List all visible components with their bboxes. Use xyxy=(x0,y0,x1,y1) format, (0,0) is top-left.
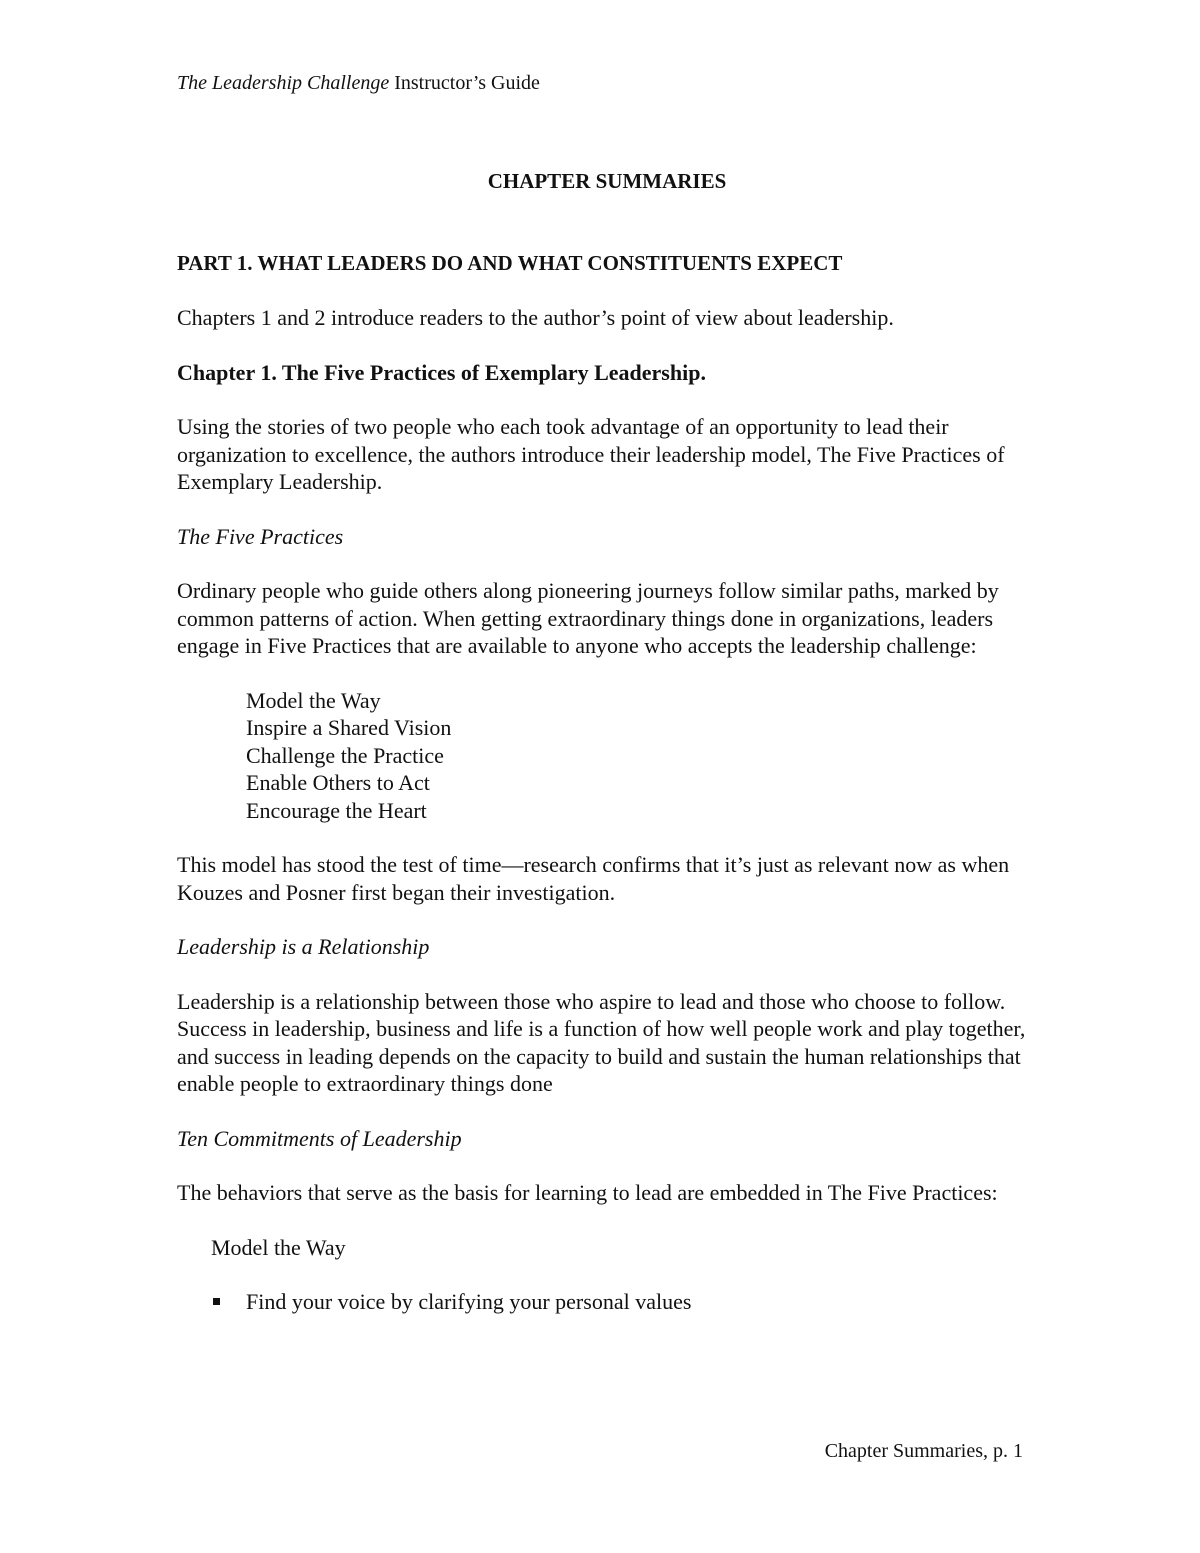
commitments-bullet-list xyxy=(177,1288,1037,1316)
document-body xyxy=(177,168,1037,1316)
five-practices-paragraph: Ordinary people who guide others along pioneering journeys follow similar paths, marked by common patterns of action. When getting extraordinary things done in organizations, leaders engage in Five Practices that are available to anyone who accepts the leadership challenge: xyxy=(177,578,999,658)
header-book-title: The Leadership Challenge xyxy=(177,72,390,94)
chapter-intro-paragraph: Using the stories of two people who each took advantage of an opportunity to lead their organization to excellence, the authors introduce their leadership model, The Five Practices of Exemplary Leadership. xyxy=(177,414,1005,494)
intro-paragraph: Chapters 1 and 2 introduce readers to the author’s point of view about leadership. xyxy=(177,305,894,330)
list-item: Encourage the Heart xyxy=(246,797,427,823)
relationship-paragraph: Leadership is a relationship between those who aspire to lead and those who choose to follow. Success in leadership, business and life is a function of how well people work and play together, and success in leading depends on the capacity to build and sustain the human relationships that enable people to extraordinary things done xyxy=(177,988,1026,1096)
page-footer: Chapter Summaries, p. 1 xyxy=(824,1440,1023,1462)
five-practices-closing: This model has stood the test of time—research confirms that it’s just as relevant now as when Kouzes and Posner first began their investigation. xyxy=(177,852,1010,905)
running-header xyxy=(177,70,540,96)
part-heading: PART 1. WHAT LEADERS DO AND WHAT CONSTITUENTS EXPECT xyxy=(177,250,843,275)
chapter-heading: Chapter 1. The Five Practices of Exemplary Leadership. xyxy=(177,359,706,385)
practices-list xyxy=(177,687,1037,825)
list-item: Challenge the Practice xyxy=(246,742,444,768)
header-guide-label: Instructor’s Guide xyxy=(389,72,540,94)
commitments-heading: Ten Commitments of Leadership xyxy=(177,1125,462,1151)
list-item: Inspire a Shared Vision xyxy=(246,715,452,740)
bullet-text: Find your voice by clarifying your personal values xyxy=(246,1289,692,1314)
commitments-paragraph: The behaviors that serve as the basis for learning to lead are embedded in The Five Practices: xyxy=(177,1180,998,1205)
commitments-subgroup-title: Model the Way xyxy=(211,1234,346,1260)
list-item xyxy=(211,1288,1037,1316)
square-bullet-icon xyxy=(213,1298,220,1305)
list-item: Model the Way xyxy=(246,687,381,713)
relationship-heading: Leadership is a Relationship xyxy=(177,934,430,959)
list-item: Enable Others to Act xyxy=(246,770,430,795)
five-practices-heading: The Five Practices xyxy=(177,523,344,549)
document-title: CHAPTER SUMMARIES xyxy=(487,169,727,193)
